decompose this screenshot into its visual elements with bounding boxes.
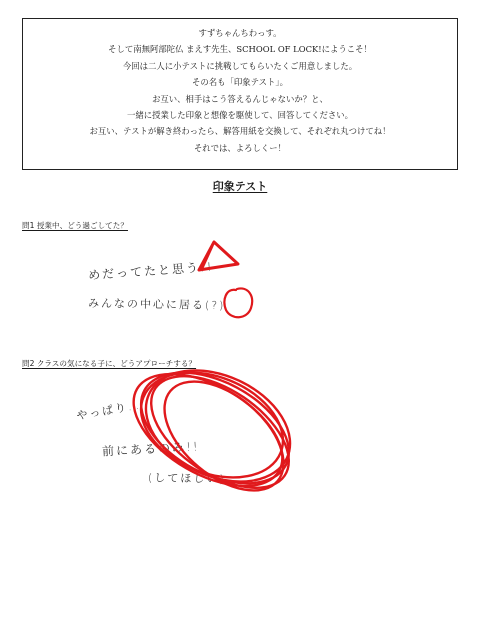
large-circle-mark-icon	[115, 349, 308, 512]
intro-line: お互い、テストが解き終わったら、解答用紙を交換して、それぞれ丸つけてね！	[89, 126, 391, 137]
intro-line: その名も「印象テスト」。	[192, 77, 288, 88]
intro-line: それでは、よろしくー！	[193, 142, 287, 153]
intro-line: そして南無阿部陀仏 まえす先生、SCHOOL OF LOCK!にようこそ！	[108, 44, 372, 55]
question-1: 問1 授業中、どう過ごしてた？	[22, 221, 128, 230]
triangle-mark-icon	[199, 242, 238, 270]
test-title: 印象テスト	[212, 180, 268, 193]
question-2: 問2 クラスの気になる子に、どうアプローチする？	[22, 359, 197, 368]
circle-mark-icon	[224, 288, 252, 317]
intro-line: お互い、相手はこう答えるんじゃないか？と、	[152, 93, 328, 104]
intro-line: すずちゃんちわっす。	[198, 28, 282, 38]
intro-line: 今回は二人に小テストに挑戦してもらいたくご用意しました。	[122, 60, 358, 71]
answer-1-line-2: みんなの中心に居る(?)	[87, 296, 226, 313]
answer-1-line-1: めだってたと思う!!	[87, 259, 214, 283]
answer-2-line-1: やっぱり…	[75, 398, 142, 423]
answer-2-line-2: 前にあるのみ!!	[101, 439, 200, 459]
intro-line: 一緒に授業した印象と想像を駆使して、回答してください。	[127, 110, 353, 121]
answer-2-line-3: (してほしい)	[147, 471, 226, 486]
